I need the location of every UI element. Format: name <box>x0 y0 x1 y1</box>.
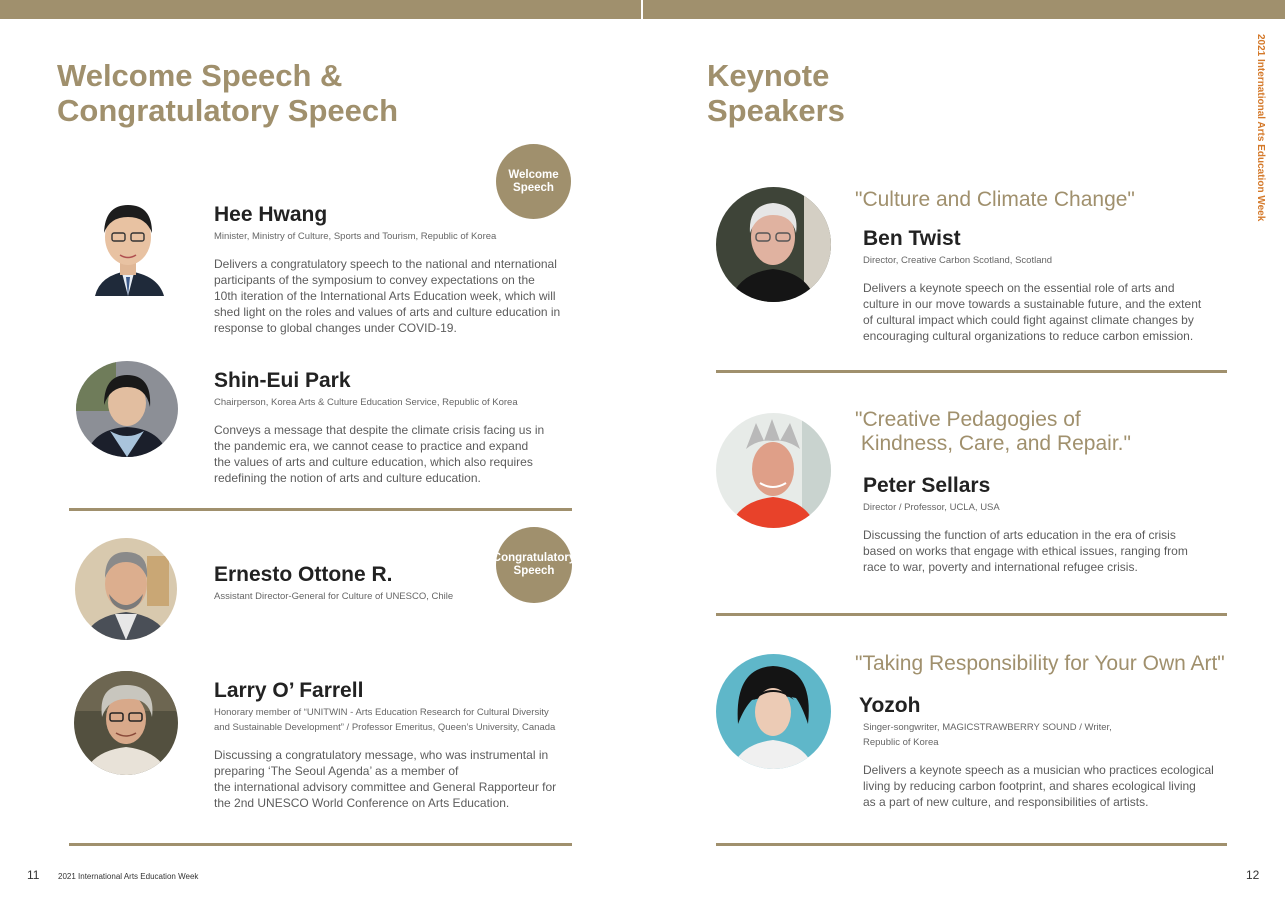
larry-ofarrell-photo <box>74 671 178 775</box>
desc-line: as a part of new culture, and responsibilities of artists. <box>863 795 1149 809</box>
divider <box>69 508 572 511</box>
desc-line: encouraging cultural organizations to reduce carbon emission. <box>863 329 1194 343</box>
desc-line: Delivers a keynote speech on the essential role of arts and <box>863 281 1175 295</box>
desc-line: 10th iteration of the International Arts Education week, which will <box>214 289 556 303</box>
desc-line: response to global changes under COVID-19. <box>214 321 457 335</box>
title-line-2: Speakers <box>707 93 845 128</box>
speaker-name: Peter Sellars <box>863 474 991 497</box>
keynote-section-title <box>707 58 845 128</box>
desc-line: race to war, poverty and international refugee crisis. <box>863 560 1138 574</box>
footer-event-title: 2021 International Arts Education Week <box>58 872 199 881</box>
speaker-name: Ernesto Ottone R. <box>214 563 393 586</box>
divider <box>716 613 1227 616</box>
welcome-section-title <box>57 58 398 128</box>
desc-line: the values of arts and culture education, which also requires <box>214 455 533 469</box>
keynote-quote: "Taking Responsibility for Your Own Art" <box>855 652 1225 675</box>
speaker-role: Director / Professor, UCLA, USA <box>863 502 1000 513</box>
speaker-role <box>863 720 1112 750</box>
desc-line: Discussing a congratulatory message, who was instrumental in <box>214 748 549 762</box>
desc-line: redefining the notion of arts and culture education. <box>214 471 481 485</box>
vertical-event-label: 2021 International Arts Education Week <box>1255 34 1266 222</box>
speaker-role: Director, Creative Carbon Scotland, Scotland <box>863 255 1053 266</box>
congratulatory-speech-badge <box>492 527 576 603</box>
desc-line: Conveys a message that despite the climate crisis facing us in <box>214 423 545 437</box>
speaker-name: Yozoh <box>859 694 921 717</box>
speaker-role: Chairperson, Korea Arts & Culture Education Service, Republic of Korea <box>214 397 518 408</box>
divider <box>716 370 1227 373</box>
speaker-description <box>863 280 1201 344</box>
role-line: Honorary member of “UNITWIN - Arts Education Research for Cultural Diversity <box>214 707 549 718</box>
ernesto-ottone-photo <box>75 538 177 640</box>
badge-line-1: Congratulatory <box>492 552 576 564</box>
desc-line: the pandemic era, we cannot cease to practice and expand <box>214 439 529 453</box>
role-line: and Sustainable Development” / Professor Emeritus, Queen’s University, Canada <box>214 722 556 733</box>
badge-line-2: Speech <box>513 565 555 577</box>
page-number-left: 11 <box>27 868 40 882</box>
desc-line: living by reducing carbon footprint, and shares ecological living <box>863 779 1196 793</box>
speaker-description <box>863 762 1214 810</box>
speaker-name: Ben Twist <box>863 227 961 250</box>
welcome-speech-badge <box>496 144 571 219</box>
desc-line: Delivers a congratulatory speech to the national and nternational <box>214 257 557 271</box>
ben-twist-photo <box>716 187 831 302</box>
badge-line-1: Welcome <box>508 168 559 181</box>
speaker-description <box>214 256 560 336</box>
speaker-description <box>214 747 556 811</box>
speaker-role: Minister, Ministry of Culture, Sports and Tourism, Republic of Korea <box>214 231 497 242</box>
keynote-quote: "Culture and Climate Change" <box>855 188 1135 211</box>
desc-line: shed light on the roles and values of arts and culture education in <box>214 305 561 319</box>
speaker-name: Shin-Eui Park <box>214 369 351 392</box>
top-bar-right <box>643 0 1285 19</box>
peter-sellars-photo <box>716 413 831 528</box>
page-number-right: 12 <box>1246 868 1260 882</box>
hee-hwang-photo <box>80 193 177 296</box>
quote-line: Kindness, Care, and Repair." <box>855 432 1131 455</box>
desc-line: of cultural impact which could fight against climate changes by <box>863 313 1194 327</box>
badge-line-2: Speech <box>513 181 554 194</box>
divider <box>69 843 572 846</box>
shin-eui-park-photo <box>76 361 178 457</box>
role-line: Singer-songwriter, MAGICSTRAWBERRY SOUND / Writer, <box>863 722 1112 733</box>
desc-line: preparing ‘The Seoul Agenda’ as a member of <box>214 764 459 778</box>
speaker-description <box>214 422 544 486</box>
yozoh-photo <box>716 654 831 769</box>
desc-line: the international advisory committee and General Rapporteur for <box>214 780 557 794</box>
desc-line: Discussing the function of arts education in the era of crisis <box>863 528 1176 542</box>
speaker-role: Assistant Director-General for Culture of UNESCO, Chile <box>214 591 454 602</box>
desc-line: culture in our move towards a sustainable future, and the extent <box>863 297 1202 311</box>
divider <box>716 843 1227 846</box>
speaker-description <box>863 527 1188 575</box>
title-line-1: Keynote <box>707 58 830 93</box>
top-bar-left <box>0 0 641 19</box>
speaker-role <box>214 705 555 735</box>
desc-line: participants of the symposium to convey expectations on the <box>214 273 535 287</box>
desc-line: Delivers a keynote speech as a musician who practices ecological <box>863 763 1214 777</box>
desc-line: based on works that engage with ethical issues, ranging from <box>863 544 1188 558</box>
desc-line: the 2nd UNESCO World Conference on Arts Education. <box>214 796 510 810</box>
speaker-name: Larry O’ Farrell <box>214 679 364 702</box>
title-line-2: Congratulatory Speech <box>57 93 399 128</box>
title-line-1: Welcome Speech & <box>57 58 343 93</box>
keynote-quote <box>855 408 1131 456</box>
role-line: Republic of Korea <box>863 737 939 748</box>
speaker-name: Hee Hwang <box>214 203 328 226</box>
quote-line: "Creative Pedagogies of <box>855 408 1081 431</box>
